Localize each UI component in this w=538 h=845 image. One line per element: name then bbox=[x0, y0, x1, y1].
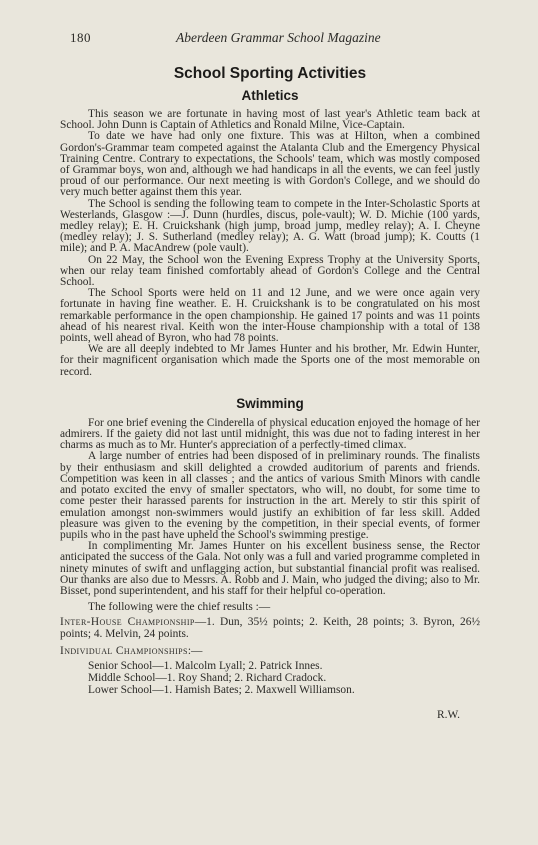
athletics-heading: Athletics bbox=[241, 88, 299, 103]
athletics-paragraph: On 22 May, the School won the Evening Express Trophy at the University Sports, when our relay team finished comfortably ahead of Gordon's College and the Central School. bbox=[60, 253, 480, 289]
athletics-paragraph: To date we have had only one fixture. This was at Hilton, when a combined Gordon's-Grammar team competed against the Atalanta Club and the Emergency Physical Training Centre. Contrary to expectations, the Schools' team, which was mostly composed of Grammar boys, won and, although we had handicaps in all the events, we can feel justly proud of our performance. Our next meeting is with Gordon's College, and we should do very much better against them this year. bbox=[60, 130, 480, 199]
author-initials: R.W. bbox=[437, 709, 460, 721]
athletics-paragraph: The School Sports were held on 11 and 12 June, and we were once again very fortunate in having fine weather. E. H. Cruickshank is to be congratulated on his most remarkable performance in the open championship. He gained 17 points and was 11 points ahead of his nearest rival. Keith won the inter-House championship with a total of 138 points, well ahead of Byron, who had 78 points. bbox=[60, 287, 480, 345]
athletics-paragraph: The School is sending the following team to compete in the Inter-Scholastic Sports at Westerlands, Glasgow :—J. Dunn (hurdles, discus, pole-vault); W. D. Michie (100 yards, medley relay); E. H. Cruickshank (high jump, broad jump, medley relay); A. I. Cheyne (medley relay); J. S. Sutherland (medley relay); A. G. Watt (broad jump); K. Coutts (1 mile); and P. A. MacAndrew (pole vault). bbox=[60, 197, 480, 255]
page-number: 180 bbox=[70, 30, 91, 45]
results-intro: The following were the chief results :— bbox=[88, 601, 271, 614]
athletics-paragraph: We are all deeply indebted to Mr James Hunter and his brother, Mr. Edwin Hunter, for their magnificent organisation which made the Sports one of the most memorable on record. bbox=[60, 343, 480, 378]
swimming-paragraph: A large number of entries had been disposed of in preliminary rounds. The finalists by their enthusiasm and skill delighted a crowded auditorium of parents and friends. Competition was keen in all classes ; and the antics of various Smith Minors with candle and potato excited the envy of smaller spectators, who will, no doubt, for some time to come pester their harassed parents for instruction in the art. Merely to stir this spirit of emulation amongst non-swimmers would justify an exhibition of far less skill. Added pleasure was given to the evening by the competition, in their special events, of former pupils who in the past have upheld the School's swimming prestige. bbox=[60, 450, 480, 541]
magazine-title: Aberdeen Grammar School Magazine bbox=[176, 30, 381, 45]
athletics-paragraph: This season we are fortunate in having most of last year's Athletic team back at School. John Dunn is Captain of Athletics and Ronald Milne, Vice-Captain. bbox=[60, 108, 480, 132]
swimming-paragraph: For one brief evening the Cinderella of physical education enjoyed the homage of her admirers. If the gaiety did not last until midnight, this was due not to fading interest in her charms as much as to Mr. Hunter's appreciation of a perfectly-timed climax. bbox=[60, 416, 480, 452]
article-title: School Sporting Activities bbox=[173, 65, 367, 82]
swimming-paragraph: In complimenting Mr. James Hunter on his excellent business sense, the Rector anticipated the success of the Gala. Not only was a full and varied programme completed in ninety minutes of swift and unflagging action, but substantial financial profit was realised. Our thanks are also due to Messrs. A. Robb and J. Main, who judged the diving; also to Mr. Bisset, pond superintendent, and his staff for their helpful co-operation. bbox=[60, 540, 480, 597]
inter-house-values: —1. Dun, 35½ points; 2. Keith, 28 points; 3. Byron, 26½ points; 4. Melvin, 24 points. bbox=[60, 616, 480, 640]
individual-suffix: :— bbox=[187, 644, 203, 657]
individual-championships-heading bbox=[60, 646, 480, 657]
inter-house-results bbox=[60, 617, 480, 639]
list-item: Lower School—1. Hamish Bates; 2. Maxwell Williamson. bbox=[88, 683, 355, 696]
athletics-section bbox=[60, 88, 480, 378]
swimming-heading: Swimming bbox=[236, 395, 304, 411]
list-item: Middle School—1. Roy Shand; 2. Richard Cradock. bbox=[88, 671, 327, 684]
inter-house-label: Inter-House Championship bbox=[60, 616, 195, 629]
individual-label: Individual Championships bbox=[60, 644, 188, 657]
individual-results-list bbox=[60, 660, 480, 696]
running-head bbox=[60, 30, 480, 48]
swimming-section bbox=[60, 396, 480, 696]
list-item: Senior School—1. Malcolm Lyall; 2. Patrick Innes. bbox=[88, 659, 323, 672]
